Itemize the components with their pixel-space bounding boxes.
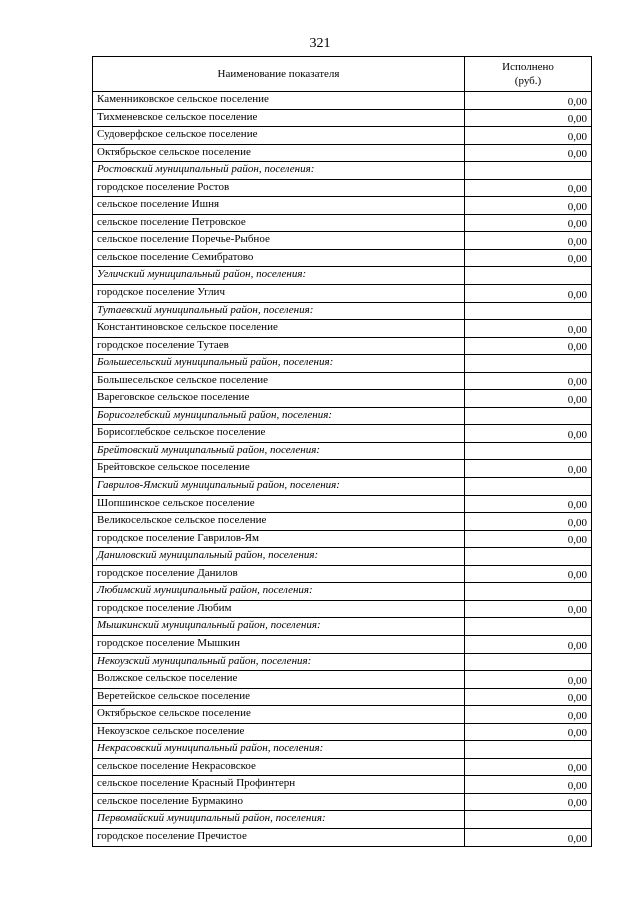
- settlement-name-cell: Брейтовское сельское поселение: [93, 460, 465, 478]
- executed-amount-cell: [465, 302, 592, 320]
- executed-amount-cell: 0,00: [465, 530, 592, 548]
- district-name-cell: Борисоглебский муниципальный район, поселения:: [93, 407, 465, 425]
- district-name-cell: Большесельский муниципальный район, поселения:: [93, 355, 465, 373]
- settlement-name-cell: сельское поселение Бурмакино: [93, 793, 465, 811]
- settlement-name-cell: городское поселение Любим: [93, 600, 465, 618]
- settlement-name-cell: Октябрьское сельское поселение: [93, 144, 465, 162]
- settlement-row: [93, 530, 592, 548]
- executed-amount-cell: [465, 442, 592, 460]
- table-header-row: [93, 57, 592, 92]
- settlement-name-cell: сельское поселение Поречье-Рыбное: [93, 232, 465, 250]
- settlement-row: [93, 758, 592, 776]
- executed-amount-cell: 0,00: [465, 320, 592, 338]
- settlement-name-cell: сельское поселение Ишня: [93, 197, 465, 215]
- district-name-cell: Любимский муниципальный район, поселения:: [93, 583, 465, 601]
- district-group-row: [93, 478, 592, 496]
- settlement-row: [93, 513, 592, 531]
- executed-amount-cell: 0,00: [465, 495, 592, 513]
- executed-amount-cell: 0,00: [465, 793, 592, 811]
- settlement-row: [93, 320, 592, 338]
- executed-amount-cell: 0,00: [465, 285, 592, 303]
- settlement-row: [93, 706, 592, 724]
- district-group-row: [93, 162, 592, 180]
- settlement-name-cell: городское поселение Тутаев: [93, 337, 465, 355]
- settlement-row: [93, 232, 592, 250]
- settlement-row: [93, 372, 592, 390]
- settlement-name-cell: городское поселение Мышкин: [93, 635, 465, 653]
- settlement-row: [93, 92, 592, 110]
- settlement-name-cell: городское поселение Гаврилов-Ям: [93, 530, 465, 548]
- settlement-name-cell: сельское поселение Семибратово: [93, 249, 465, 267]
- settlement-name-cell: Шопшинское сельское поселение: [93, 495, 465, 513]
- settlement-name-cell: Каменниковское сельское поселение: [93, 92, 465, 110]
- settlement-name-cell: Вареговское сельское поселение: [93, 390, 465, 408]
- settlement-row: [93, 460, 592, 478]
- settlement-name-cell: Великосельское сельское поселение: [93, 513, 465, 531]
- settlement-name-cell: Борисоглебское сельское поселение: [93, 425, 465, 443]
- settlement-name-cell: городское поселение Пречистое: [93, 828, 465, 846]
- executed-amount-cell: [465, 478, 592, 496]
- district-name-cell: Угличский муниципальный район, поселения:: [93, 267, 465, 285]
- execution-report-table: [92, 56, 592, 847]
- settlement-row: [93, 828, 592, 846]
- settlement-row: [93, 635, 592, 653]
- executed-amount-cell: 0,00: [465, 671, 592, 689]
- executed-amount-cell: 0,00: [465, 706, 592, 724]
- executed-amount-cell: [465, 267, 592, 285]
- executed-amount-cell: 0,00: [465, 249, 592, 267]
- executed-amount-cell: 0,00: [465, 390, 592, 408]
- settlement-row: [93, 144, 592, 162]
- executed-amount-cell: [465, 653, 592, 671]
- settlement-name-cell: городское поселение Данилов: [93, 565, 465, 583]
- district-group-row: [93, 741, 592, 759]
- settlement-name-cell: Веретейское сельское поселение: [93, 688, 465, 706]
- settlement-row: [93, 723, 592, 741]
- district-group-row: [93, 442, 592, 460]
- settlement-name-cell: сельское поселение Петровское: [93, 214, 465, 232]
- district-group-row: [93, 618, 592, 636]
- indicator-name-header: Наименование показателя: [93, 57, 465, 92]
- district-name-cell: Брейтовский муниципальный район, поселения:: [93, 442, 465, 460]
- executed-amount-cell: 0,00: [465, 92, 592, 110]
- executed-amount-cell: 0,00: [465, 600, 592, 618]
- settlement-row: [93, 671, 592, 689]
- district-name-cell: Даниловский муниципальный район, поселения:: [93, 548, 465, 566]
- settlement-name-cell: Большесельское сельское поселение: [93, 372, 465, 390]
- settlement-name-cell: Октябрьское сельское поселение: [93, 706, 465, 724]
- settlement-row: [93, 565, 592, 583]
- settlement-row: [93, 249, 592, 267]
- district-group-row: [93, 302, 592, 320]
- district-group-row: [93, 811, 592, 829]
- district-name-cell: Ростовский муниципальный район, поселения:: [93, 162, 465, 180]
- settlement-row: [93, 127, 592, 145]
- settlement-row: [93, 214, 592, 232]
- executed-amount-cell: 0,00: [465, 425, 592, 443]
- table-body: [93, 92, 592, 847]
- district-group-row: [93, 548, 592, 566]
- executed-amount-cell: 0,00: [465, 460, 592, 478]
- executed-amount-cell: 0,00: [465, 232, 592, 250]
- executed-amount-cell: 0,00: [465, 109, 592, 127]
- settlement-row: [93, 390, 592, 408]
- settlement-row: [93, 109, 592, 127]
- district-name-cell: Первомайский муниципальный район, поселения:: [93, 811, 465, 829]
- district-name-cell: Некрасовский муниципальный район, поселения:: [93, 741, 465, 759]
- district-name-cell: Мышкинский муниципальный район, поселения:: [93, 618, 465, 636]
- settlement-name-cell: городское поселение Ростов: [93, 179, 465, 197]
- settlement-row: [93, 179, 592, 197]
- settlement-name-cell: городское поселение Углич: [93, 285, 465, 303]
- executed-amount-cell: 0,00: [465, 337, 592, 355]
- executed-header-line2: (руб.): [514, 75, 542, 87]
- district-group-row: [93, 407, 592, 425]
- settlement-name-cell: Тихменевское сельское поселение: [93, 109, 465, 127]
- settlement-row: [93, 776, 592, 794]
- settlement-row: [93, 793, 592, 811]
- executed-amount-cell: 0,00: [465, 828, 592, 846]
- settlement-row: [93, 285, 592, 303]
- executed-amount-cell: 0,00: [465, 197, 592, 215]
- settlement-name-cell: Некоузское сельское поселение: [93, 723, 465, 741]
- district-group-row: [93, 583, 592, 601]
- settlement-row: [93, 425, 592, 443]
- district-group-row: [93, 267, 592, 285]
- executed-amount-cell: [465, 407, 592, 425]
- executed-amount-cell: [465, 811, 592, 829]
- settlement-name-cell: сельское поселение Некрасовское: [93, 758, 465, 776]
- page-number: 321: [309, 36, 331, 51]
- settlement-name-cell: Волжское сельское поселение: [93, 671, 465, 689]
- district-group-row: [93, 653, 592, 671]
- executed-amount-cell: 0,00: [465, 372, 592, 390]
- executed-header-line1: Исполнено: [502, 61, 554, 73]
- executed-amount-cell: 0,00: [465, 688, 592, 706]
- district-name-cell: Гаврилов-Ямский муниципальный район, поселения:: [93, 478, 465, 496]
- executed-amount-cell: [465, 548, 592, 566]
- executed-amount-cell: 0,00: [465, 723, 592, 741]
- executed-amount-header: [465, 57, 592, 92]
- executed-amount-cell: 0,00: [465, 565, 592, 583]
- settlement-name-cell: сельское поселение Красный Профинтерн: [93, 776, 465, 794]
- district-name-cell: Некоузский муниципальный район, поселения:: [93, 653, 465, 671]
- executed-amount-cell: 0,00: [465, 635, 592, 653]
- executed-amount-cell: 0,00: [465, 127, 592, 145]
- executed-amount-cell: 0,00: [465, 144, 592, 162]
- settlement-row: [93, 197, 592, 215]
- executed-amount-cell: [465, 355, 592, 373]
- executed-amount-cell: 0,00: [465, 776, 592, 794]
- settlement-row: [93, 688, 592, 706]
- executed-amount-cell: 0,00: [465, 179, 592, 197]
- settlement-row: [93, 600, 592, 618]
- executed-amount-cell: 0,00: [465, 214, 592, 232]
- executed-amount-cell: [465, 741, 592, 759]
- district-name-cell: Тутаевский муниципальный район, поселения:: [93, 302, 465, 320]
- executed-amount-cell: [465, 162, 592, 180]
- settlement-row: [93, 337, 592, 355]
- executed-amount-cell: 0,00: [465, 758, 592, 776]
- district-group-row: [93, 355, 592, 373]
- executed-amount-cell: 0,00: [465, 513, 592, 531]
- settlement-name-cell: Судоверфское сельское поселение: [93, 127, 465, 145]
- settlement-row: [93, 495, 592, 513]
- executed-amount-cell: [465, 583, 592, 601]
- executed-amount-cell: [465, 618, 592, 636]
- settlement-name-cell: Константиновское сельское поселение: [93, 320, 465, 338]
